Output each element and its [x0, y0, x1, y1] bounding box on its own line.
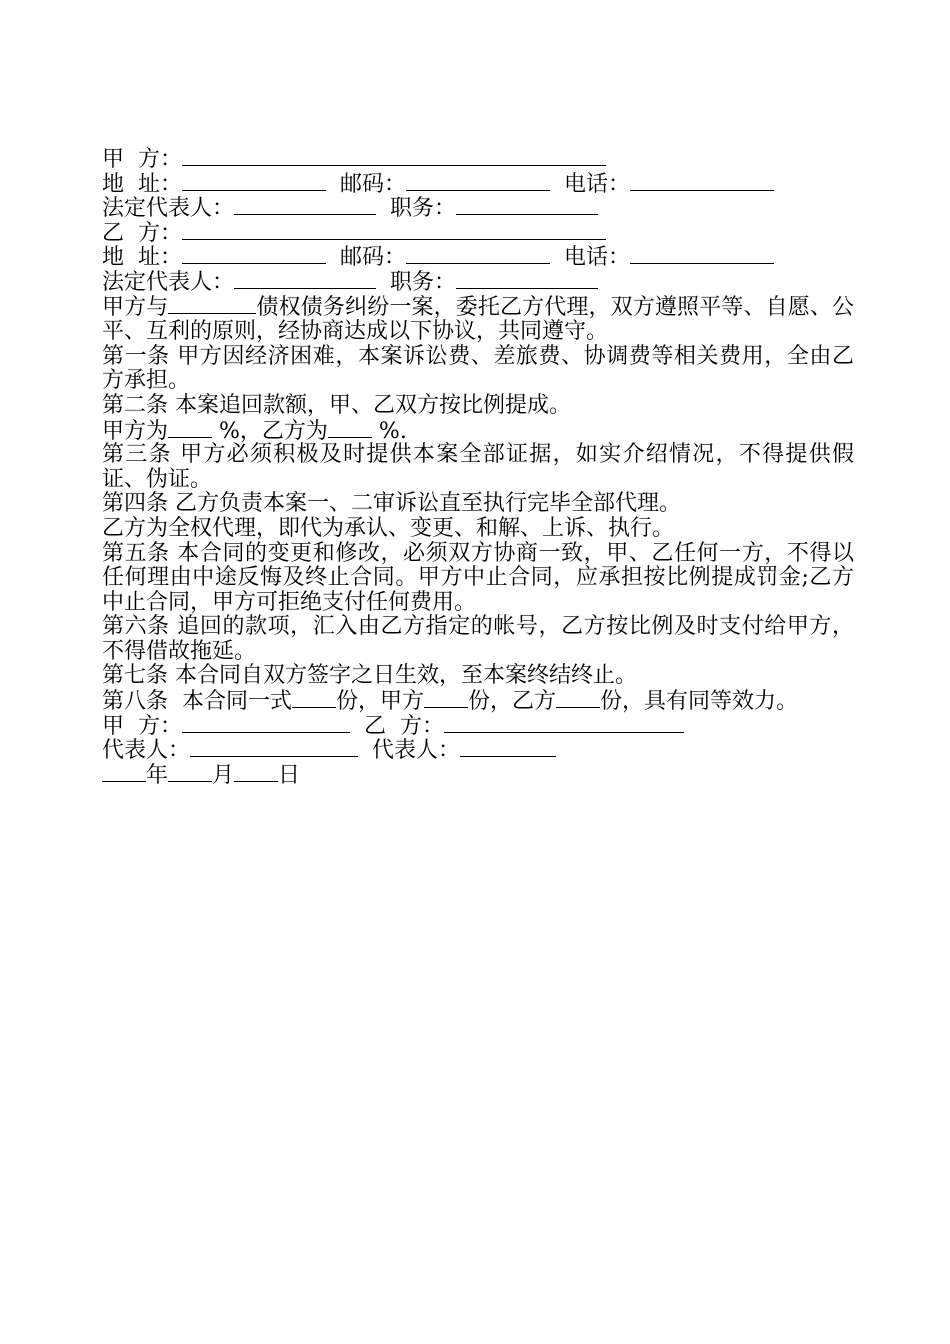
intro-suffix: 债权债务纠纷一案，委托乙方代理，双方遵照平等、自愿、公平、互利的原则，经协商达成以下协议，共同遵守。	[102, 294, 854, 345]
sign-rep-b-label: 代表人：	[372, 738, 461, 764]
article-6: 第六条 追回的款项，汇入由乙方指定的帐号，乙方按比例及时支付给甲方，不得借故拖延。	[102, 614, 854, 664]
sign-party-b-blank[interactable]	[444, 714, 684, 733]
party-a-position-label: 职务：	[390, 196, 457, 222]
year-blank[interactable]	[102, 763, 146, 782]
article-4: 第四条 乙方负责本案一、二审诉讼直至执行完毕全部代理。	[102, 491, 681, 517]
party-a-name-blank[interactable]	[182, 147, 606, 166]
party-b-phone-blank[interactable]	[630, 245, 774, 264]
article-8-prefix: 第八条 本合同一式	[102, 689, 292, 715]
day-blank[interactable]	[234, 763, 278, 782]
signature-rep-line	[102, 738, 854, 763]
party-a-postcode-blank[interactable]	[406, 172, 550, 191]
party-a-label: 甲 方：	[102, 147, 182, 172]
article-8-copies-a: 份，甲方	[336, 689, 425, 715]
article-2: 第二条 本案追回款额，甲、乙双方按比例提成。	[102, 392, 571, 418]
party-a-rep-label: 法定代表人：	[102, 196, 235, 222]
article-7: 第七条 本合同自双方签字之日生效，至本案终结终止。	[102, 663, 637, 689]
sign-rep-b-blank[interactable]	[460, 738, 556, 757]
date-line	[102, 763, 854, 788]
party-a-position-blank[interactable]	[456, 196, 598, 215]
article-8	[102, 689, 854, 714]
ratio-a-unit: %，乙方为	[212, 418, 328, 444]
intro-prefix: 甲方与	[102, 294, 169, 320]
party-a-phone-label: 电话：	[564, 171, 631, 197]
ratio-line	[102, 419, 854, 444]
article-8-copies-b: 份，乙方	[468, 689, 557, 715]
signature-party-line	[102, 714, 854, 739]
sign-party-a-label: 甲 方：	[102, 713, 182, 739]
sign-party-a-blank[interactable]	[182, 714, 350, 733]
party-b-copies-blank[interactable]	[556, 689, 600, 708]
sign-party-b-label: 乙 方：	[364, 713, 444, 739]
date-day-label: 日	[278, 762, 301, 788]
party-b-line	[102, 221, 854, 246]
article-1: 第一条 甲方因经济困难，本案诉讼费、差旅费、协调费等相关费用，全由乙方承担。	[102, 343, 854, 394]
ratio-a-blank[interactable]	[168, 419, 212, 438]
party-a-address-label: 地 址：	[102, 171, 182, 197]
ratio-b-unit: %.	[371, 418, 407, 444]
date-month-label: 月	[212, 762, 235, 788]
article-4-note: 乙方为全权代理，即代为承认、变更、和解、上诉、执行。	[102, 515, 675, 541]
ratio-b-blank[interactable]	[328, 419, 372, 438]
party-a-copies-blank[interactable]	[424, 689, 468, 708]
party-b-rep-label: 法定代表人：	[102, 269, 235, 295]
party-a-address-blank[interactable]	[182, 172, 326, 191]
ratio-a-label: 甲方为	[102, 418, 169, 444]
party-b-position-blank[interactable]	[456, 270, 598, 289]
party-b-postcode-blank[interactable]	[406, 245, 550, 264]
party-a-line	[102, 147, 854, 172]
month-blank[interactable]	[168, 763, 212, 782]
date-year-label: 年	[146, 762, 169, 788]
intro-paragraph	[102, 295, 854, 345]
party-a-rep-blank[interactable]	[234, 196, 376, 215]
article-3: 第三条 甲方必须积极及时提供本案全部证据，如实介绍情况，不得提供假证、伪证。	[102, 442, 854, 492]
total-copies-blank[interactable]	[292, 689, 336, 708]
party-b-rep-line	[102, 270, 854, 295]
sign-rep-a-label: 代表人：	[102, 738, 191, 764]
party-b-address-label: 地 址：	[102, 245, 182, 271]
sign-rep-a-blank[interactable]	[190, 738, 358, 757]
party-b-address-line	[102, 245, 854, 270]
party-b-name-blank[interactable]	[182, 221, 606, 240]
party-a-address-line	[102, 172, 854, 197]
party-b-phone-label: 电话：	[564, 245, 631, 271]
article-8-suffix: 份，具有同等效力。	[600, 689, 799, 715]
party-b-label: 乙 方：	[102, 220, 182, 246]
contract-document	[102, 147, 854, 787]
party-b-postcode-label: 邮码：	[340, 245, 407, 271]
party-a-rep-line	[102, 196, 854, 221]
article-5: 第五条 本合同的变更和修改，必须双方协商一致，甲、乙任何一方，不得以任何理由中途反悔及终止合同。甲方中止合同，应承担按比例提成罚金;乙方中止合同，甲方可拒绝支付任何费用。	[102, 540, 854, 615]
party-a-phone-blank[interactable]	[630, 172, 774, 191]
party-b-address-blank[interactable]	[182, 245, 326, 264]
party-b-rep-blank[interactable]	[234, 270, 376, 289]
party-b-position-label: 职务：	[390, 269, 457, 295]
party-a-postcode-label: 邮码：	[340, 171, 407, 197]
dispute-party-blank[interactable]	[168, 295, 256, 314]
